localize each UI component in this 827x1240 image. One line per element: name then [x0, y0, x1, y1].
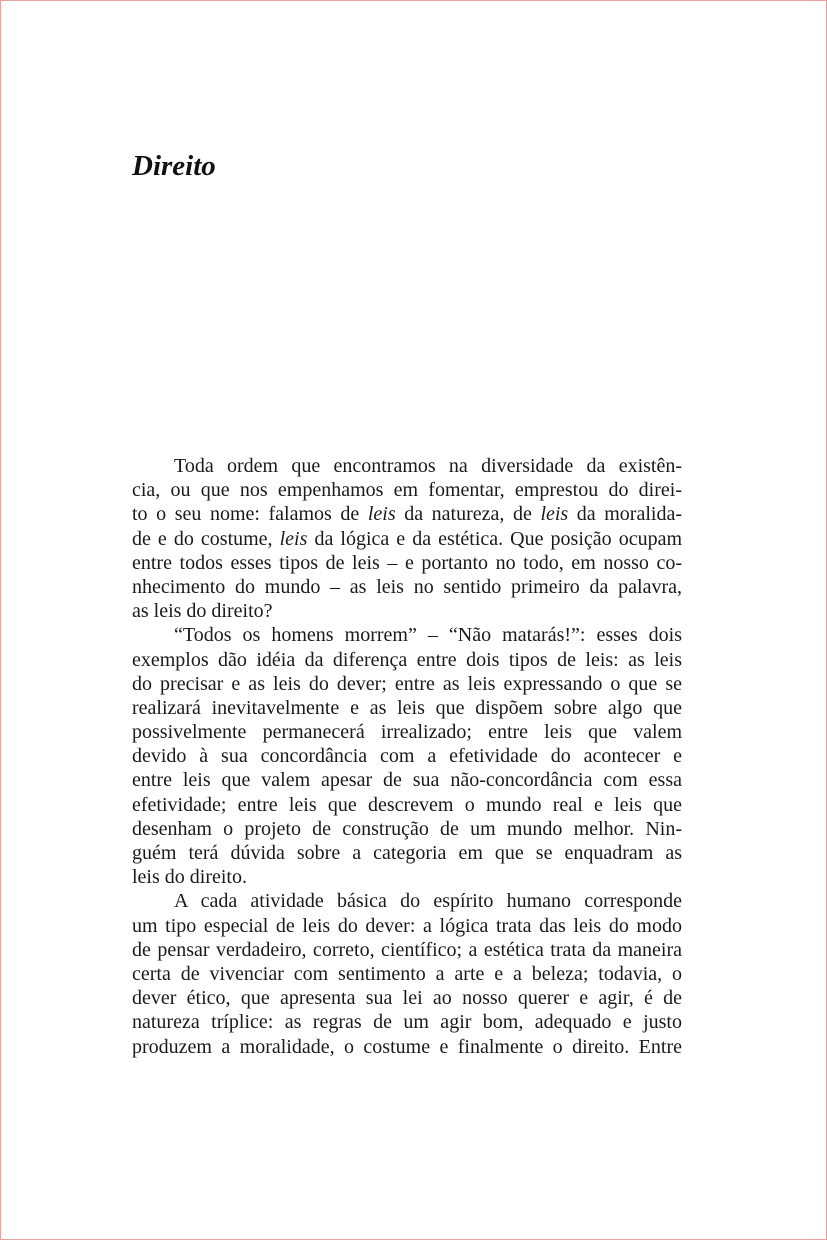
- paragraph: [132, 623, 682, 889]
- text-run: da natureza, de: [395, 503, 541, 526]
- text-run: possivelmente permanecerá irrealizado; entre leis que valem: [132, 721, 682, 744]
- text-run: de e do costume,: [132, 527, 280, 550]
- text-run: Toda ordem que encontramos na diversidade da existên-: [174, 455, 682, 477]
- text-line: [132, 720, 682, 744]
- text-run: produzem a moralidade, o costume e finalmente o direito. Entre: [132, 1035, 682, 1058]
- text-run: dever ético, que apresenta sua lei ao nosso querer e agir, é de: [132, 987, 682, 1010]
- text-line: [132, 744, 682, 768]
- text-run: entre todos esses tipos de leis – e portanto no todo, em nosso co-: [132, 551, 682, 574]
- paragraph: [132, 889, 682, 1058]
- text-line: [132, 817, 682, 841]
- text-line: [132, 527, 682, 551]
- text-run: devido à sua concordância com a efetividade do acontecer e: [132, 745, 682, 768]
- text-line: [132, 768, 682, 792]
- text-line: [132, 551, 682, 575]
- text-line: [132, 454, 682, 478]
- text-run: to o seu nome: falamos de: [132, 503, 368, 526]
- text-line: [132, 938, 682, 962]
- text-run: natureza tríplice: as regras de um agir bom, adequado e justo: [132, 1011, 682, 1034]
- text-run: da moralida-: [568, 503, 682, 526]
- text-run: nhecimento do mundo – as leis no sentido primeiro da palavra,: [132, 575, 682, 598]
- text-line: [132, 793, 682, 817]
- text-line: [132, 672, 682, 696]
- paragraph: [132, 454, 682, 623]
- text-line: [132, 696, 682, 720]
- text-line: [132, 865, 682, 889]
- text-run: “Todos os homens morrem” – “Não matarás!”: esses dois: [174, 624, 682, 647]
- text-run: A cada atividade básica do espírito humano corresponde: [174, 890, 682, 913]
- text-run: desenham o projeto de construção de um mundo melhor. Nin-: [132, 817, 682, 840]
- text-run: exemplos dão idéia da diferença entre dois tipos de leis: as leis: [132, 648, 682, 671]
- text-line: [132, 986, 682, 1010]
- text-run: as leis do direito?: [132, 600, 273, 623]
- emphasis-term: leis: [367, 503, 396, 526]
- text-line: [132, 599, 682, 623]
- body-text: [132, 454, 682, 1059]
- text-line: [132, 478, 682, 502]
- text-run: entre leis que valem apesar de sua não-concordância com essa: [132, 769, 682, 792]
- text-line: [132, 502, 682, 526]
- text-run: de pensar verdadeiro, correto, científico; a estética trata da maneira: [132, 938, 682, 961]
- text-line: [132, 648, 682, 672]
- text-run: do precisar e as leis do dever; entre as leis expressando o que se: [132, 672, 682, 695]
- chapter-title: Direito: [132, 150, 216, 182]
- text-line: [132, 914, 682, 938]
- text-line: [132, 575, 682, 599]
- text-run: da lógica e da estética. Que posição ocupam: [307, 527, 683, 550]
- text-run: cia, ou que nos empenhamos em fomentar, emprestou do direi-: [132, 479, 682, 502]
- text-line: [132, 1035, 682, 1059]
- text-line: [132, 889, 682, 913]
- emphasis-term: leis: [279, 527, 308, 550]
- text-line: [132, 841, 682, 865]
- text-line: [132, 623, 682, 647]
- text-run: leis do direito.: [132, 866, 247, 889]
- text-run: efetividade; entre leis que descrevem o mundo real e leis que: [132, 793, 682, 816]
- text-line: [132, 962, 682, 986]
- text-run: realizará inevitavelmente e as leis que dispõem sobre algo que: [132, 696, 682, 719]
- text-run: um tipo especial de leis do dever: a lógica trata das leis do modo: [132, 914, 682, 937]
- text-run: certa de vivenciar com sentimento a arte e a beleza; todavia, o: [132, 962, 682, 985]
- text-run: guém terá dúvida sobre a categoria em que se enquadram as: [132, 842, 682, 864]
- emphasis-term: leis: [540, 503, 569, 526]
- text-line: [132, 1010, 682, 1034]
